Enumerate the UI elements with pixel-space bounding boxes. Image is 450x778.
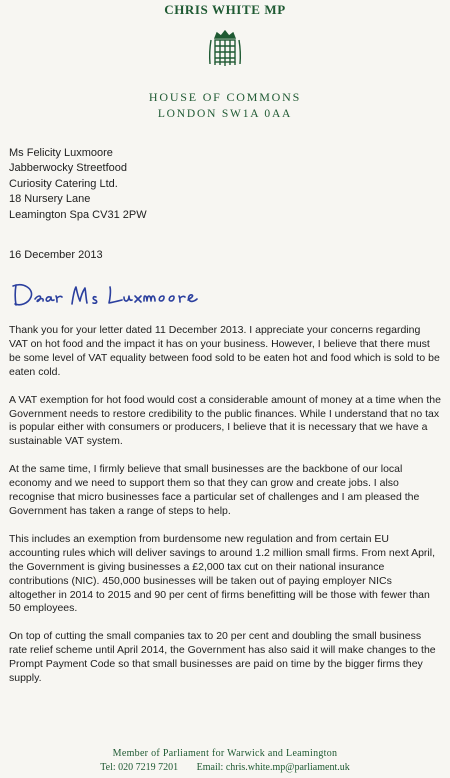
recipient-name: Ms Felicity Luxmoore	[9, 147, 113, 159]
body-paragraph: At the same time, I firmly believe that small businesses are the backbone of our local economy and we need to support them so that they can grow and create jobs. I also recognise that micro businesses face a particular set of challenges and I am pleased the Government has taken a range of steps to help.	[9, 463, 420, 517]
portcullis-crest-icon	[207, 30, 243, 70]
london-address-heading: LONDON SW1A 0AA	[157, 108, 293, 120]
handwritten-salutation	[10, 279, 210, 311]
footer-telephone: Tel: 020 7219 7201	[100, 762, 179, 773]
mp-name: CHRIS WHITE MP	[164, 2, 286, 17]
house-of-commons-heading: HOUSE OF COMMONS	[148, 90, 302, 104]
footer-email: Email: chris.white.mp@parliament.uk	[196, 762, 350, 773]
recipient-company-legal: Curiosity Catering Ltd.	[9, 177, 118, 190]
recipient-address	[9, 146, 147, 223]
body-paragraph: On top of cutting the small companies tax to 20 per cent and doubling the small business rate relief scheme until April 2014, the Government has also said it will make changes to the Prompt Payment Code so that small businesses are paid on time by the bigger firms they supply.	[9, 630, 436, 685]
letter-body	[9, 324, 441, 700]
body-paragraph: Thank you for your letter dated 11 December 2013. I appreciate your concerns regarding VAT on hot food and the impact it has on your business. However, I believe that there must be some level of VAT equality between food sold to be eaten hot and food which is sold to be eaten cold.	[9, 324, 440, 378]
recipient-town-postcode: Leamington Spa CV31 2PW	[9, 208, 147, 221]
footer-constituency: Member of Parliament for Warwick and Leamington	[112, 748, 338, 759]
body-paragraph: This includes an exemption from burdensome new regulation and from certain EU accounting rules which will deliver savings to around 1.2 million small firms. From next April, the Government is giving businesses a £2,000 tax cut on their national insurance contributions (NIC). 450,000 businesses will be taken out of paying employer NICs altogether in 2014 to 2015 and 90 per cent of firms benefitting will be those with fewer than 50 employees.	[9, 532, 435, 615]
recipient-company: Jabberwocky Streetfood	[9, 162, 128, 175]
recipient-street: 18 Nursery Lane	[9, 193, 91, 206]
footer-contact	[0, 762, 450, 773]
letter-date: 16 December 2013	[9, 249, 103, 261]
body-paragraph: A VAT exemption for hot food would cost a considerable amount of money at a time when the Government needs to restore credibility to the public finances. While I understand that no tax is popular either with consumers or producers, I believe that it is necessary that we have a sustainable VAT system.	[9, 393, 441, 448]
